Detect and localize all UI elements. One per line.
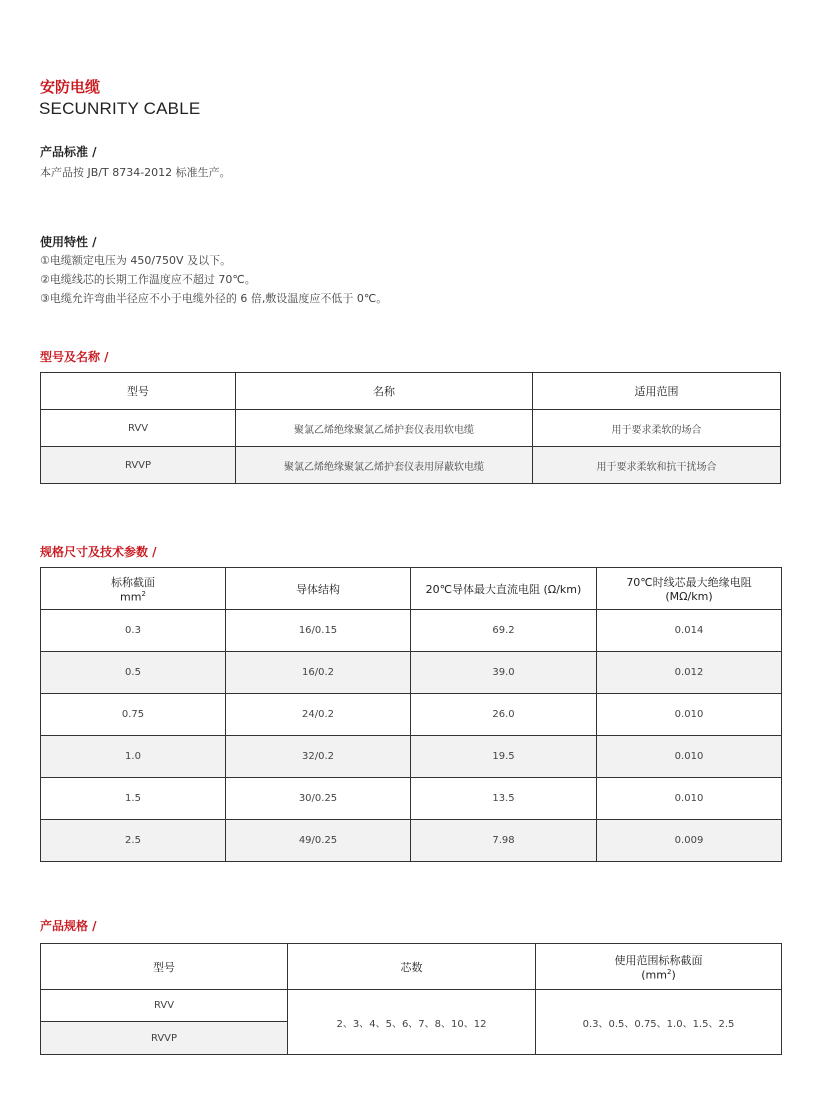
models-table <box>40 372 781 484</box>
table-cell: 69.2 <box>411 610 597 652</box>
table-cell: 0.012 <box>597 652 782 694</box>
table-header-cell: 适用范围 <box>533 373 781 410</box>
table-header-cell: 型号 <box>41 373 236 410</box>
table-header-cell: 使用范围标称截面 $(mm^2)$ <box>536 944 782 990</box>
table-cell: 2.5 <box>41 820 226 862</box>
table-cell: 0.3、0.5、0.75、1.0、1.5、2.5 <box>536 990 782 1055</box>
standard-heading: 产品标准 / <box>40 145 97 159</box>
table-cell: 0.3 <box>41 610 226 652</box>
features-list <box>40 251 387 308</box>
table-row <box>41 410 781 447</box>
products-table <box>40 943 782 1055</box>
table-row <box>41 778 782 820</box>
table-cell: 用于要求柔软的场合 <box>533 410 781 447</box>
table-row <box>41 990 782 1022</box>
table-row <box>41 736 782 778</box>
table-cell: RVVP <box>41 1022 288 1055</box>
table-cell: 7.98 <box>411 820 597 862</box>
table-cell: 1.0 <box>41 736 226 778</box>
table-header-cell: 型号 <box>41 944 288 990</box>
table-header-cell: 标称截面 $mm^2$ <box>41 568 226 610</box>
table-cell: 49/0.25 <box>226 820 411 862</box>
table-cell: 聚氯乙烯绝缘聚氯乙烯护套仪表用软电缆 <box>236 410 533 447</box>
title-en: SECUNRITY CABLE <box>39 99 201 118</box>
features-heading: 使用特性 / <box>40 235 97 249</box>
table-cell: 26.0 <box>411 694 597 736</box>
table-cell: RVV <box>41 410 236 447</box>
table-cell: RVV <box>41 990 288 1022</box>
table-cell: 0.75 <box>41 694 226 736</box>
specs-table <box>40 567 782 862</box>
products-heading: 产品规格 / <box>40 919 97 933</box>
table-row <box>41 694 782 736</box>
table-row <box>41 820 782 862</box>
table-cell: 1.5 <box>41 778 226 820</box>
table-cell: 24/0.2 <box>226 694 411 736</box>
table-cell: 聚氯乙烯绝缘聚氯乙烯护套仪表用屏蔽软电缆 <box>236 447 533 484</box>
table-cell: 39.0 <box>411 652 597 694</box>
table-cell: 0.009 <box>597 820 782 862</box>
standard-text: 本产品按 JB/T 8734-2012 标准生产。 <box>40 166 231 179</box>
table-cell: 2、3、4、5、6、7、8、10、12 <box>288 990 536 1055</box>
title-cn: 安防电缆 <box>40 78 101 96</box>
table-cell: 0.014 <box>597 610 782 652</box>
table-header-cell: 导体结构 <box>226 568 411 610</box>
table-cell: 16/0.2 <box>226 652 411 694</box>
table-cell: 用于要求柔软和抗干扰场合 <box>533 447 781 484</box>
specs-heading: 规格尺寸及技术参数 / <box>40 545 157 559</box>
table-cell: 16/0.15 <box>226 610 411 652</box>
table-cell: 30/0.25 <box>226 778 411 820</box>
table-header-cell: 名称 <box>236 373 533 410</box>
feature-item: ③电缆允许弯曲半径应不小于电缆外径的 6 倍,敷设温度应不低于 0℃。 <box>40 292 388 305</box>
table-cell: 13.5 <box>411 778 597 820</box>
table-cell: 0.010 <box>597 736 782 778</box>
feature-item: ②电缆线芯的长期工作温度应不超过 70℃。 <box>40 273 256 286</box>
table-header-cell: 芯数 <box>288 944 536 990</box>
table-cell: 0.5 <box>41 652 226 694</box>
table-cell: 0.010 <box>597 778 782 820</box>
table-cell: 19.5 <box>411 736 597 778</box>
feature-item: ①电缆额定电压为 450/750V 及以下。 <box>40 254 232 267</box>
table-row <box>41 610 782 652</box>
table-cell: 32/0.2 <box>226 736 411 778</box>
table-cell: 0.010 <box>597 694 782 736</box>
table-cell: RVVP <box>41 447 236 484</box>
table-row <box>41 447 781 484</box>
table-header-cell: 20℃导体最大直流电阻 (Ω/km) <box>411 568 597 610</box>
table-header-cell: 70℃时线芯最大绝缘电阻 (MΩ/km) <box>597 568 782 610</box>
table-row <box>41 652 782 694</box>
models-heading: 型号及名称 / <box>40 350 109 364</box>
